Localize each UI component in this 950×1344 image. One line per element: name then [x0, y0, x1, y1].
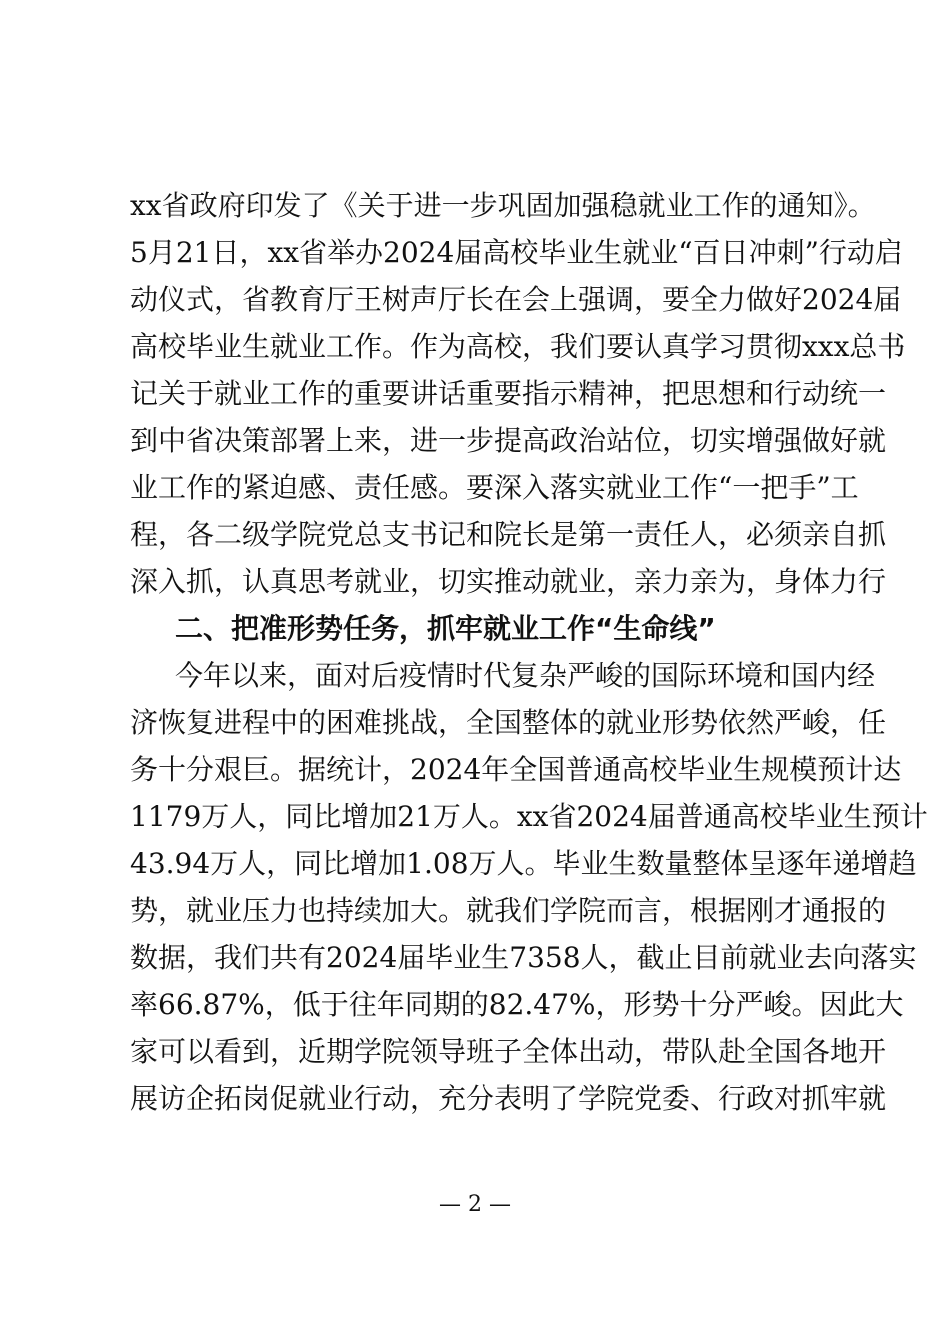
paragraph-line: 1179万人，同比增加21万人。xx省2024届普通高校毕业生预计: [130, 800, 928, 833]
paragraph-line: 43.94万人，同比增加1.08万人。毕业生数量整体呈逐年递增趋: [130, 847, 917, 880]
section-heading: 二、把准形势任务，抓牢就业工作“生命线”: [175, 612, 716, 645]
paragraph-line: 数据，我们共有2024届毕业生7358人，截止目前就业去向落实: [130, 941, 917, 974]
paragraph-line: 率66.87%，低于往年同期的82.47%，形势十分严峻。因此大: [130, 988, 904, 1021]
paragraph-line: 到中省决策部署上来，进一步提高政治站位，切实增强做好就: [130, 424, 887, 457]
paragraph-line: 动仪式，省教育厅王树声厅长在会上强调，要全力做好2024届: [130, 283, 902, 316]
paragraph-line: 家可以看到，近期学院领导班子全体出动，带队赴全国各地开: [130, 1035, 887, 1068]
paragraph-line: xx省政府印发了《关于进一步巩固加强稳就业工作的通知》。: [130, 189, 876, 222]
paragraph-line: 展访企拓岗促就业行动，充分表明了学院党委、行政对抓牢就: [130, 1082, 887, 1115]
paragraph-line: 势，就业压力也持续加大。就我们学院而言，根据刚才通报的: [130, 894, 887, 927]
page-number: — 2 —: [439, 1192, 511, 1217]
paragraph-line: 记关于就业工作的重要讲话重要指示精神，把思想和行动统一: [130, 377, 887, 410]
paragraph-line: 济恢复进程中的困难挑战，全国整体的就业形势依然严峻，任: [130, 706, 887, 739]
paragraph-line: 5月21日，xx省举办2024届高校毕业生就业“百日冲刺”行动启: [130, 236, 903, 269]
paragraph-line: 深入抓，认真思考就业，切实推动就业，亲力亲为，身体力行: [130, 565, 887, 598]
paragraph-line: 今年以来，面对后疫情时代复杂严峻的国际环境和国内经: [175, 659, 876, 692]
paragraph-line: 务十分艰巨。据统计，2024年全国普通高校毕业生规模预计达: [130, 753, 902, 786]
paragraph-line: 高校毕业生就业工作。作为高校，我们要认真学习贯彻xxx总书: [130, 330, 906, 363]
paragraph-line: 业工作的紧迫感、责任感。要深入落实就业工作“一把手”工: [130, 471, 859, 504]
paragraph-line: 程，各二级学院党总支书记和院长是第一责任人，必须亲自抓: [130, 518, 887, 551]
